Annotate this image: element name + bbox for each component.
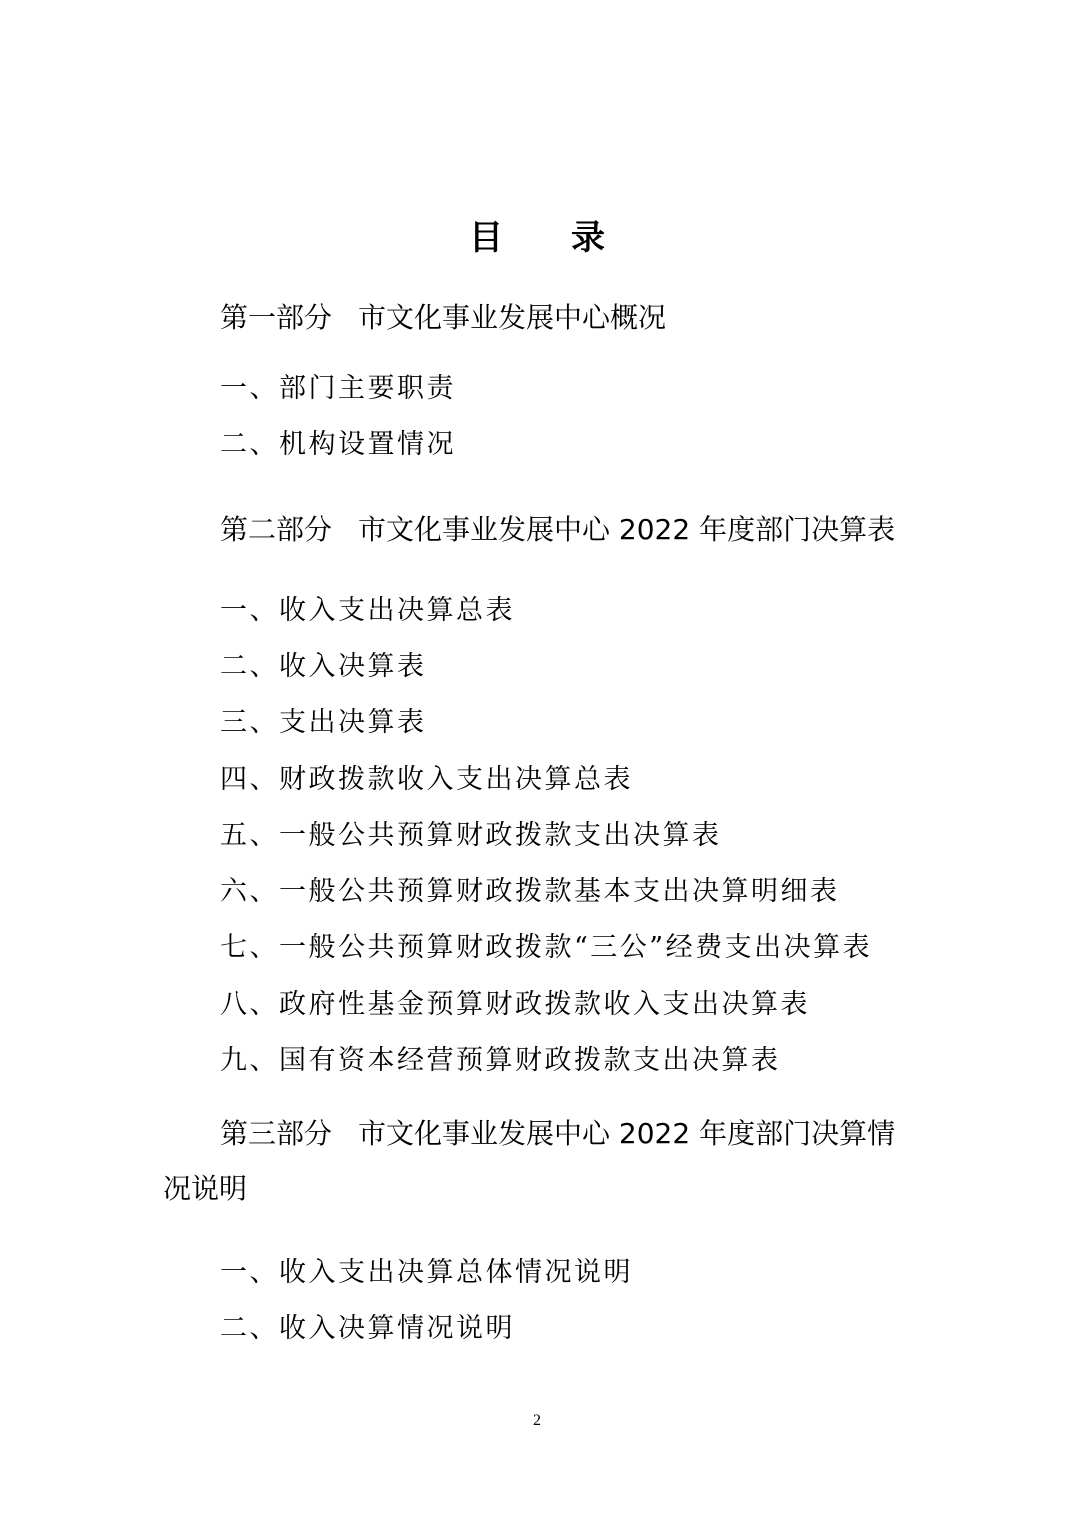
part2-item-1: 一、收入支出决算总表	[220, 595, 515, 626]
part1-item-1: 一、部门主要职责	[220, 373, 456, 404]
part2-item-7: 七、一般公共预算财政拨款“三公”经费支出决算表	[220, 932, 873, 963]
part2-item-8: 八、政府性基金预算财政拨款收入支出决算表	[220, 989, 810, 1020]
part1-label: 第一部分	[220, 301, 333, 334]
part3-item-1: 一、收入支出决算总体情况说明	[220, 1257, 633, 1288]
part2-item-3: 三、支出决算表	[220, 707, 427, 738]
part1-item-2: 二、机构设置情况	[220, 429, 456, 460]
part2-item-2: 二、收入决算表	[220, 651, 427, 682]
part2-heading	[220, 508, 895, 548]
part2-label: 第二部分	[220, 513, 333, 546]
part2-item-6: 六、一般公共预算财政拨款基本支出决算明细表	[220, 876, 840, 907]
part2-item-9: 九、国有资本经营预算财政拨款支出决算表	[220, 1045, 781, 1076]
part2-item-5: 五、一般公共预算财政拨款支出决算表	[220, 820, 722, 851]
part3-item-2: 二、收入决算情况说明	[220, 1313, 515, 1344]
part2-item-4: 四、财政拨款收入支出决算总表	[220, 764, 633, 795]
part1-heading	[220, 296, 666, 336]
toc-title: 目录	[469, 218, 673, 258]
page-number: 2	[533, 1412, 541, 1429]
part2-title: 市文化事业发展中心 2022 年度部门决算表	[358, 513, 896, 546]
part1-title: 市文化事业发展中心概况	[358, 301, 667, 334]
part3-label: 第三部分	[220, 1117, 333, 1150]
part3-heading	[163, 1106, 923, 1216]
part3-title: 市文化事业发展中心 2022 年度部门决算情况说明	[163, 1117, 896, 1205]
